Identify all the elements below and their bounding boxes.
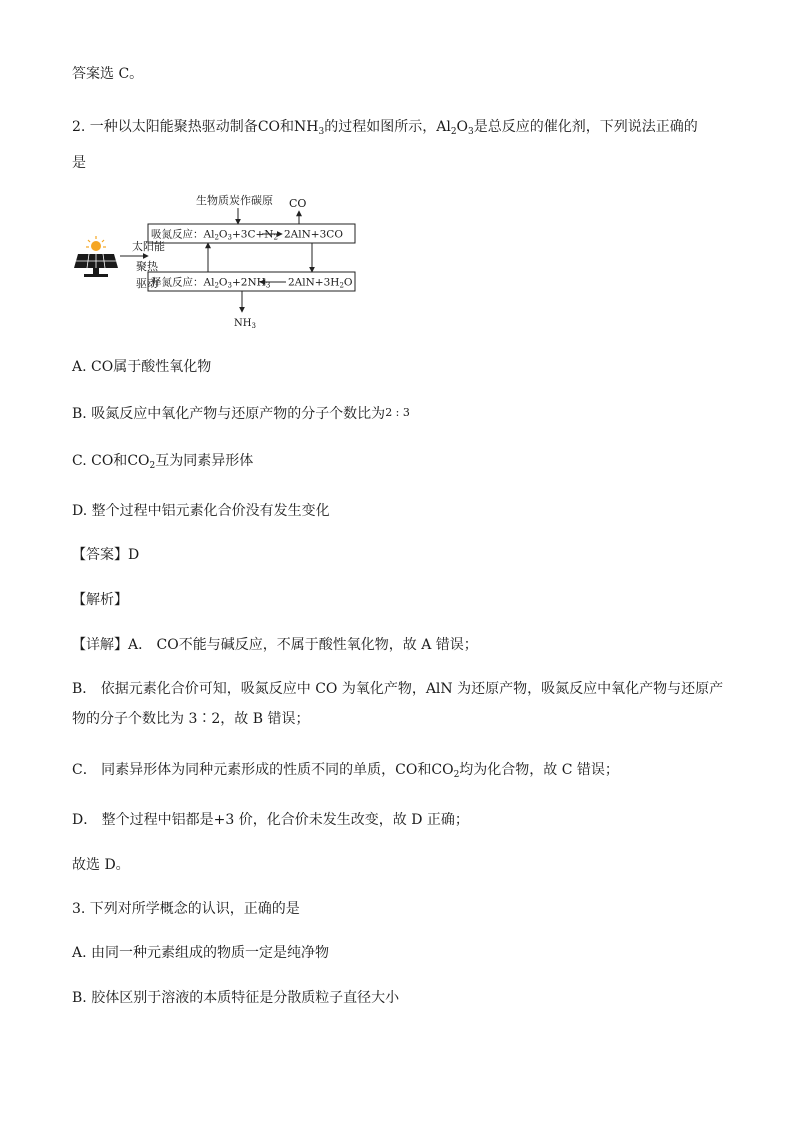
- biomass-label: 生物质炭作碳原: [196, 194, 273, 207]
- absorb-product: 2AlN+3CO: [284, 228, 343, 241]
- solar-label-1: 太阳能: [132, 240, 165, 253]
- detail-d: D． 整个过程中铝都是+3 价，化合价未发生改变，故 D 正确；: [72, 812, 469, 828]
- detail-b-line2: 物的分子个数比为 3∶2，故 B 错误；: [72, 711, 310, 727]
- q2-o-sub: 3: [468, 127, 474, 137]
- q2-o: O: [456, 119, 469, 135]
- release-reactant: 2AlN+3H2O: [288, 276, 353, 290]
- analysis-heading: 【解析】: [72, 592, 128, 608]
- release-reaction: 释氮反应：Al2O3+2NH3: [151, 276, 271, 290]
- detail-a: 【详解】A． CO不能与碱反应，不属于酸性氧化物，故 A 错误；: [72, 637, 478, 653]
- answer-label: 【答案】D: [72, 547, 140, 563]
- q2-nh3: NH: [294, 119, 319, 135]
- detail-b-line1: B． 依据元素化合价可知，吸氮反应中 CO 为氧化产物，AlN 为还原产物，吸氮反应中氧化产物与还原产: [72, 681, 724, 697]
- question-3-stem: 3. 下列对所学概念的认识，正确的是: [72, 901, 300, 917]
- nh3-output: $NH_3$: [234, 318, 256, 330]
- option-d: D. 整个过程中铝元素化合价没有发生变化: [72, 503, 330, 519]
- question-2-stem-line2: 是: [72, 155, 86, 171]
- q2-al-sub: 2: [450, 127, 457, 137]
- absorb-reaction: 吸氮反应：Al2O3+3C+N2: [151, 228, 278, 242]
- question-2-stem: [72, 117, 698, 142]
- previous-answer: 答案选 C。: [72, 66, 144, 82]
- q2-he: 和: [280, 119, 295, 135]
- solar-panel-icon: [74, 236, 118, 277]
- q2-stem-c: 是总反应的催化剂，下列说法正确的: [473, 119, 698, 135]
- q2-stem-a: 2. 一种以太阳能聚热驱动制备: [72, 119, 258, 135]
- conclusion: 故选 D。: [72, 857, 130, 873]
- q2-al: Al: [436, 119, 451, 135]
- solar-label-2: 聚热: [136, 260, 158, 273]
- q3-option-b: B. 胶体区别于溶液的本质特征是分散质粒子直径大小: [72, 990, 400, 1006]
- q2-co: CO: [257, 119, 281, 135]
- q3-option-a: A. 由同一种元素组成的物质一定是纯净物: [72, 945, 330, 961]
- option-b: B. 吸氮反应中氧化产物与还原产物的分子个数比为2 : 3: [72, 406, 410, 422]
- reaction-diagram: [68, 190, 368, 335]
- sun-icon: [91, 241, 101, 251]
- option-a: A. CO属于酸性氧化物: [72, 359, 212, 375]
- q2-nh3-sub: 3: [318, 127, 325, 137]
- q2-stem-b: 的过程如图所示，: [324, 119, 437, 135]
- option-c: C. CO和$CO_2$互为同素异形体: [72, 453, 254, 471]
- detail-c: C． 同素异形体为同种元素形成的性质不同的单质，CO和$CO_2$均为化合物，故 C 错误；: [72, 762, 619, 780]
- option-b-ratio: 2 : 3: [385, 406, 410, 419]
- solar-label-3: 驱动: [136, 277, 158, 290]
- co-product-label: CO: [289, 197, 307, 210]
